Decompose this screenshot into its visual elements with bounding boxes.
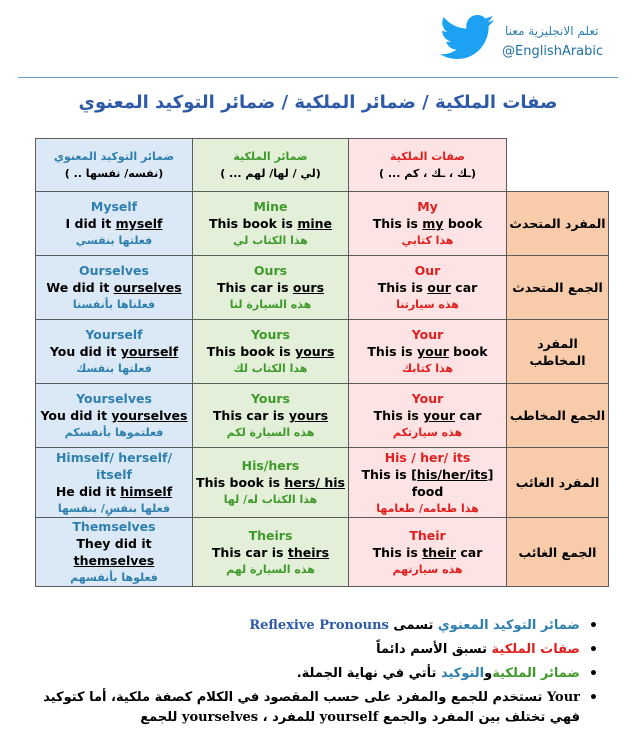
cell-keyword: Themselves <box>72 519 156 534</box>
note-text: تأتي في نهاية الجملة. <box>296 666 441 681</box>
cell-arabic: هذه السيارة لهم <box>226 562 315 576</box>
cell-sentence: This is my book <box>372 216 483 231</box>
col-examples: (لي / لها/ لهم ... ) <box>220 167 321 180</box>
cell-pronoun <box>193 320 349 384</box>
cell-keyword: Yours <box>251 327 290 342</box>
cell-sentence: You did it yourself <box>49 344 179 359</box>
note-text: للجمع <box>140 710 182 725</box>
cell-arabic: فعلتها بنفسي <box>75 234 153 247</box>
col-title: صفات الملكية <box>390 150 465 163</box>
page-title: صفات الملكية / ضمائر الملكية / ضمائر التوكيد المعنوي <box>78 92 558 113</box>
col-header-reflexive <box>36 139 193 192</box>
note-text: و <box>484 666 493 681</box>
cell-reflexive <box>36 384 193 448</box>
cell-adjective <box>349 256 507 320</box>
note-english-term: yourself <box>319 710 379 725</box>
cell-sentence: This is your car <box>373 408 482 423</box>
cell-keyword: Your <box>411 391 444 406</box>
note-term: ضمائر التوكيد المعنوي <box>437 618 580 633</box>
note-text: تسمى <box>388 618 438 633</box>
cell-keyword: Mine <box>253 199 288 214</box>
cell-reflexive <box>36 518 193 587</box>
col-header-adjective <box>349 139 507 192</box>
cell-keyword: Their <box>409 527 446 543</box>
cell-keyword: Our <box>414 263 441 278</box>
row-label: المفرد المخاطب <box>507 320 609 384</box>
col-title: ضمائر الملكية <box>233 150 308 163</box>
note-english-term: yourselves <box>181 710 259 725</box>
cell-arabic: هذه سيارتهم <box>392 562 463 576</box>
cell-pronoun <box>193 518 349 587</box>
table-row <box>36 320 609 384</box>
table-row <box>36 192 609 256</box>
table-row <box>36 518 609 587</box>
cell-keyword: His / her/ its <box>384 449 471 465</box>
note-text: تستخدم للجمع والمفرد على حسب المقصود في الكلام كصفة ملكية، أما كتوكيد فهي تختلف بين المفرد والجمع <box>43 690 580 725</box>
cell-arabic: هذا الكتاب لك <box>233 362 308 375</box>
cell-keyword: Your <box>411 327 444 342</box>
cell-reflexive <box>36 192 193 256</box>
cell-keyword: My <box>417 199 438 214</box>
cell-arabic: هذا كتابك <box>402 362 453 375</box>
cell-pronoun <box>193 384 349 448</box>
col-title: ضمائر التوكيد المعنوي <box>53 150 175 163</box>
col-examples: (ـك ، ـك ، كم ... ) <box>379 167 476 180</box>
row-label: المفرد الغائب <box>507 448 609 518</box>
corner-empty <box>507 139 609 192</box>
row-label: الجمع المتحدث <box>507 256 609 320</box>
cell-keyword: Yourself <box>85 327 143 342</box>
cell-keyword: Ourselves <box>79 263 149 278</box>
cell-keyword: His/hers <box>241 458 300 473</box>
cell-arabic: فعلناها بأنفسنا <box>72 298 156 311</box>
cell-keyword: Ours <box>253 263 288 278</box>
cell-keyword: Yours <box>251 391 290 406</box>
cell-sentence: This book is yours <box>206 344 335 359</box>
cell-sentence: This book is hers/ his <box>196 475 345 490</box>
note-item <box>30 688 600 728</box>
cell-arabic: هذه سيارتكم <box>392 426 463 439</box>
cell-sentence: This book is mine <box>208 216 333 231</box>
cell-sentence: He did it himself <box>55 483 173 499</box>
cell-arabic: هذا كتابي <box>401 234 454 247</box>
row-label: الجمع الغائب <box>507 518 609 587</box>
cell-reflexive <box>36 256 193 320</box>
table-row <box>36 256 609 320</box>
cell-arabic: هذه السيارة لكم <box>226 426 315 439</box>
cell-keyword: Myself <box>90 199 138 214</box>
row-label: المفرد المتحدث <box>507 192 609 256</box>
cell-arabic: هذه السيارة لنا <box>229 298 312 311</box>
brand-handle: @EnglishArabic <box>502 44 604 59</box>
note-english-term: Reflexive Pronouns <box>249 618 389 633</box>
cell-reflexive <box>36 448 193 518</box>
notes-list <box>30 616 600 732</box>
cell-sentence: They did it themselves <box>73 536 155 568</box>
table-row <box>36 448 609 518</box>
note-term: ضمائر الملكية <box>492 666 580 681</box>
header-row <box>36 139 609 192</box>
cell-sentence: You did it yourselves <box>40 408 188 423</box>
cell-arabic: هذه سيارتنا <box>396 298 459 311</box>
pronoun-table <box>35 138 609 587</box>
cell-keyword: Theirs <box>248 527 293 543</box>
cell-adjective <box>349 448 507 518</box>
cell-arabic: فعلوها بأنفسهم <box>70 571 158 584</box>
cell-sentence: This is our car <box>377 280 478 295</box>
col-examples: (نفسه/ نفسها .. ) <box>64 167 164 180</box>
row-label: الجمع المخاطب <box>507 384 609 448</box>
cell-pronoun <box>193 448 349 518</box>
cell-sentence: This is [his/her/its] food <box>361 466 494 499</box>
note-english-term: Your <box>546 690 580 705</box>
note-text: تسبق الأسم دائماً <box>376 642 492 657</box>
cell-arabic: فعلتها بنفسك <box>76 362 152 375</box>
cell-keyword: Yourselves <box>76 391 152 406</box>
cell-arabic: فعلها بنفسِ/ بنفسها <box>57 501 171 515</box>
note-term: التوكيد <box>440 666 485 681</box>
cell-adjective <box>349 192 507 256</box>
cell-adjective <box>349 384 507 448</box>
cell-adjective <box>349 320 507 384</box>
cell-adjective <box>349 518 507 587</box>
brand-arabic: تعلم الانجليزية معنا <box>505 24 599 38</box>
cell-arabic: هذا طعامه/ طعامها <box>376 501 479 515</box>
cell-reflexive <box>36 320 193 384</box>
cell-sentence: I did it myself <box>65 216 163 231</box>
header <box>0 0 636 80</box>
twitter-bird-icon <box>440 14 496 64</box>
note-term: صفات الملكية <box>491 642 580 657</box>
col-header-pronoun <box>193 139 349 192</box>
note-item <box>30 664 600 684</box>
cell-sentence: This car is yours <box>212 408 329 423</box>
cell-arabic: فعلتموها بأنفسكم <box>64 426 164 439</box>
cell-arabic: هذا الكتاب لي <box>233 234 308 247</box>
cell-sentence: We did it ourselves <box>46 280 182 295</box>
cell-sentence: This is their car <box>372 544 483 560</box>
cell-sentence: This car is theirs <box>211 544 330 560</box>
header-divider <box>18 77 618 78</box>
cell-sentence: This car is ours <box>216 280 325 295</box>
cell-pronoun <box>193 192 349 256</box>
cell-sentence: This is your book <box>367 344 488 359</box>
note-item <box>30 640 600 660</box>
note-item <box>30 616 600 636</box>
cell-arabic: هذا الكتاب له/ لها <box>223 493 318 506</box>
cell-pronoun <box>193 256 349 320</box>
table-row <box>36 384 609 448</box>
note-text: للمفرد ، <box>258 710 320 725</box>
cell-keyword: Himself/ herself/ itself <box>55 449 173 482</box>
